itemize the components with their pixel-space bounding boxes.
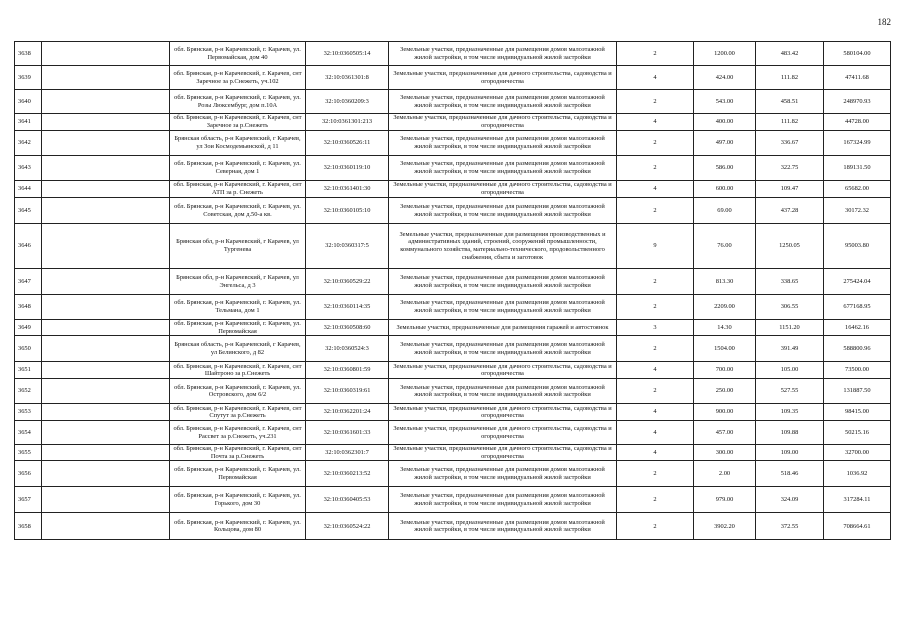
cadastral-number-cell: 32:10:0360524:3 xyxy=(306,336,389,362)
unit-value-cell: 527.55 xyxy=(756,379,824,404)
use-group-cell: 4 xyxy=(617,181,694,198)
unit-value-cell: 483.42 xyxy=(756,42,824,66)
empty-cell xyxy=(42,198,170,224)
cadastral-number-cell: 32:10:0362201:24 xyxy=(306,404,389,421)
cadastral-value-cell: 16462.16 xyxy=(824,320,891,336)
area-cell: 400.00 xyxy=(694,114,756,131)
table-row xyxy=(15,42,891,66)
cadastral-value-cell: 588800.96 xyxy=(824,336,891,362)
unit-value-cell: 518.46 xyxy=(756,461,824,487)
cadastral-value-cell: 131887.50 xyxy=(824,379,891,404)
address-cell: обл. Брянская, р-н Карачевский, г. Карачев, ул. Островского, дом 6/2 xyxy=(170,379,306,404)
land-use-cell: Земельные участки, предназначенные для размещения домов малоэтажной жилой застройки, в том числе индивидуальной жилой застройки xyxy=(389,42,617,66)
cadastral-value-cell: 44728.00 xyxy=(824,114,891,131)
use-group-cell: 2 xyxy=(617,513,694,540)
cadastral-value-cell: 47411.68 xyxy=(824,66,891,90)
empty-cell xyxy=(42,362,170,379)
use-group-cell: 4 xyxy=(617,362,694,379)
address-cell: обл. Брянская, р-н Карачевский, г. Карачев, снт Почта за р.Снежеть xyxy=(170,445,306,461)
row-number-cell: 3653 xyxy=(15,404,42,421)
cadastral-number-cell: 32:10:0360119:10 xyxy=(306,156,389,181)
area-cell: 1200.00 xyxy=(694,42,756,66)
address-cell: Брянская обл, р-н Карачевский, г Карачев, ул Тургенева xyxy=(170,224,306,269)
table-row xyxy=(15,379,891,404)
use-group-cell: 2 xyxy=(617,379,694,404)
address-cell: обл. Брянская, р-н Карачевский, г. Карачев, ул. Первомайская, дом 40 xyxy=(170,42,306,66)
table-row xyxy=(15,66,891,90)
cadastral-number-cell: 32:10:0360209:3 xyxy=(306,90,389,114)
cadastral-value-cell: 708664.61 xyxy=(824,513,891,540)
table-row xyxy=(15,404,891,421)
address-cell: обл. Брянская, р-н Карачевский, г. Карачев, ул. Первомайская xyxy=(170,461,306,487)
row-number-cell: 3654 xyxy=(15,421,42,445)
unit-value-cell: 336.67 xyxy=(756,131,824,156)
address-cell: обл. Брянская, р-н Карачевский, г. Карачев, ул. Северная, дом 1 xyxy=(170,156,306,181)
cadastral-number-cell: 32:10:0360213:52 xyxy=(306,461,389,487)
land-use-cell: Земельные участки, предназначенные для размещения домов малоэтажной жилой застройки, в том числе индивидуальной жилой застройки xyxy=(389,269,617,295)
cadastral-value-cell: 32700.00 xyxy=(824,445,891,461)
address-cell: обл. Брянская, р-н Карачевский, г. Карачев, снт Рассвет за р.Снежеть, уч.231 xyxy=(170,421,306,445)
land-use-cell: Земельные участки, предназначенные для дачного строительства, садоводства и огородничества xyxy=(389,114,617,131)
use-group-cell: 2 xyxy=(617,156,694,181)
use-group-cell: 2 xyxy=(617,269,694,295)
address-cell: обл. Брянская, р-н Карачевский, г. Карачев, ул. Розы Люксембург, дом п.10А xyxy=(170,90,306,114)
row-number-cell: 3646 xyxy=(15,224,42,269)
empty-cell xyxy=(42,320,170,336)
land-use-cell: Земельные участки, предназначенные для размещения домов малоэтажной жилой застройки, в том числе индивидуальной жилой застройки xyxy=(389,336,617,362)
area-cell: 813.30 xyxy=(694,269,756,295)
table-row xyxy=(15,181,891,198)
row-number-cell: 3655 xyxy=(15,445,42,461)
cadastral-value-cell: 189131.50 xyxy=(824,156,891,181)
address-cell: обл. Брянская, р-н Карачевский, г. Карачев, снт Заречное за р.Снежеть xyxy=(170,114,306,131)
unit-value-cell: 109.00 xyxy=(756,445,824,461)
use-group-cell: 9 xyxy=(617,224,694,269)
cadastral-number-cell: 32:10:0360508:60 xyxy=(306,320,389,336)
use-group-cell: 2 xyxy=(617,131,694,156)
empty-cell xyxy=(42,42,170,66)
table-row xyxy=(15,131,891,156)
empty-cell xyxy=(42,487,170,513)
table-row xyxy=(15,513,891,540)
empty-cell xyxy=(42,336,170,362)
address-cell: обл. Брянская, р-н Карачевский, г. Карачев, ул. Тельмана, дом 1 xyxy=(170,295,306,320)
land-use-cell: Земельные участки, предназначенные для размещения домов малоэтажной жилой застройки, в том числе индивидуальной жилой застройки xyxy=(389,90,617,114)
row-number-cell: 3640 xyxy=(15,90,42,114)
land-use-cell: Земельные участки, предназначенные для дачного строительства, садоводства и огородничества xyxy=(389,421,617,445)
cadastral-value-cell: 50215.16 xyxy=(824,421,891,445)
table-row xyxy=(15,198,891,224)
cadastral-value-cell: 317284.11 xyxy=(824,487,891,513)
use-group-cell: 2 xyxy=(617,336,694,362)
land-use-cell: Земельные участки, предназначенные для размещения домов малоэтажной жилой застройки, в том числе индивидуальной жилой застройки xyxy=(389,461,617,487)
row-number-cell: 3645 xyxy=(15,198,42,224)
land-use-cell: Земельные участки, предназначенные для дачного строительства, садоводства и огородничества xyxy=(389,66,617,90)
address-cell: Брянская обл, р-н Карачевский, г Карачев, ул Энгельса, д 3 xyxy=(170,269,306,295)
row-number-cell: 3657 xyxy=(15,487,42,513)
unit-value-cell: 109.88 xyxy=(756,421,824,445)
row-number-cell: 3642 xyxy=(15,131,42,156)
address-cell: Брянская область, р-н Карачевский, г Карачев, ул Зои Космодемьянской, д 11 xyxy=(170,131,306,156)
land-use-cell: Земельные участки, предназначенные для размещения гаражей и автостоянок xyxy=(389,320,617,336)
use-group-cell: 2 xyxy=(617,198,694,224)
cadastral-value-cell: 1036.92 xyxy=(824,461,891,487)
cadastral-number-cell: 32:10:0360114:35 xyxy=(306,295,389,320)
empty-cell xyxy=(42,114,170,131)
use-group-cell: 4 xyxy=(617,421,694,445)
unit-value-cell: 1151.20 xyxy=(756,320,824,336)
address-cell: обл. Брянская, р-н Карачевский, г. Карачев, снт АТП за р. Снежеть xyxy=(170,181,306,198)
area-cell: 497.00 xyxy=(694,131,756,156)
cadastral-value-cell: 73500.00 xyxy=(824,362,891,379)
cadastral-value-table xyxy=(14,41,891,540)
cadastral-number-cell: 32:10:0360105:10 xyxy=(306,198,389,224)
table-row xyxy=(15,224,891,269)
cadastral-number-cell: 32:10:0362301:7 xyxy=(306,445,389,461)
area-cell: 3902.20 xyxy=(694,513,756,540)
use-group-cell: 4 xyxy=(617,66,694,90)
address-cell: обл. Брянская, р-н Карачевский, г. Карачев, ул. Первомайская xyxy=(170,320,306,336)
land-use-cell: Земельные участки, предназначенные для дачного строительства, садоводства и огородничества xyxy=(389,445,617,461)
use-group-cell: 2 xyxy=(617,90,694,114)
land-use-cell: Земельные участки, предназначенные для дачного строительства, садоводства и огородничества xyxy=(389,181,617,198)
cadastral-number-cell: 32:10:0360524:22 xyxy=(306,513,389,540)
cadastral-number-cell: 32:10:0360317:5 xyxy=(306,224,389,269)
row-number-cell: 3643 xyxy=(15,156,42,181)
empty-cell xyxy=(42,224,170,269)
cadastral-value-cell: 65682.00 xyxy=(824,181,891,198)
row-number-cell: 3652 xyxy=(15,379,42,404)
unit-value-cell: 458.51 xyxy=(756,90,824,114)
use-group-cell: 4 xyxy=(617,445,694,461)
area-cell: 700.00 xyxy=(694,362,756,379)
address-cell: обл. Брянская, р-н Карачевский, г. Карачев, снт Спутут за р.Снежеть xyxy=(170,404,306,421)
empty-cell xyxy=(42,269,170,295)
row-number-cell: 3656 xyxy=(15,461,42,487)
empty-cell xyxy=(42,90,170,114)
table-row xyxy=(15,445,891,461)
page-number: 182 xyxy=(877,17,891,27)
area-cell: 76.00 xyxy=(694,224,756,269)
table-row xyxy=(15,461,891,487)
address-cell: обл. Брянская, р-н Карачевский, г. Карачев, снт Заречное за р.Снежеть, уч.102 xyxy=(170,66,306,90)
unit-value-cell: 111.82 xyxy=(756,114,824,131)
cadastral-value-cell: 248970.93 xyxy=(824,90,891,114)
area-cell: 69.00 xyxy=(694,198,756,224)
area-cell: 2.00 xyxy=(694,461,756,487)
land-use-cell: Земельные участки, предназначенные для размещения домов малоэтажной жилой застройки, в том числе индивидуальной жилой застройки xyxy=(389,487,617,513)
table-row xyxy=(15,487,891,513)
area-cell: 457.00 xyxy=(694,421,756,445)
use-group-cell: 2 xyxy=(617,295,694,320)
table-row xyxy=(15,320,891,336)
cadastral-value-cell: 95003.80 xyxy=(824,224,891,269)
address-cell: обл. Брянская, р-н Карачевский, г. Карачев, ул. Кольцова, дом 80 xyxy=(170,513,306,540)
table-row xyxy=(15,90,891,114)
address-cell: обл. Брянская, р-н Карачевский, г. Карачев, ул. Горького, дом 30 xyxy=(170,487,306,513)
table-row xyxy=(15,336,891,362)
area-cell: 900.00 xyxy=(694,404,756,421)
row-number-cell: 3639 xyxy=(15,66,42,90)
land-use-cell: Земельные участки, предназначенные для размещения домов малоэтажной жилой застройки, в том числе индивидуальной жилой застройки xyxy=(389,295,617,320)
cadastral-value-cell: 580104.00 xyxy=(824,42,891,66)
cadastral-number-cell: 32:10:0360319:61 xyxy=(306,379,389,404)
unit-value-cell: 111.82 xyxy=(756,66,824,90)
empty-cell xyxy=(42,379,170,404)
empty-cell xyxy=(42,156,170,181)
unit-value-cell: 437.28 xyxy=(756,198,824,224)
cadastral-number-cell: 32:10:0361401:30 xyxy=(306,181,389,198)
cadastral-number-cell: 32:10:0361301:8 xyxy=(306,66,389,90)
row-number-cell: 3658 xyxy=(15,513,42,540)
unit-value-cell: 109.47 xyxy=(756,181,824,198)
table-row xyxy=(15,269,891,295)
unit-value-cell: 306.55 xyxy=(756,295,824,320)
unit-value-cell: 338.65 xyxy=(756,269,824,295)
empty-cell xyxy=(42,445,170,461)
empty-cell xyxy=(42,181,170,198)
unit-value-cell: 324.09 xyxy=(756,487,824,513)
use-group-cell: 4 xyxy=(617,114,694,131)
unit-value-cell: 372.55 xyxy=(756,513,824,540)
land-use-cell: Земельные участки, предназначенные для размещения домов малоэтажной жилой застройки, в том числе индивидуальной жилой застройки xyxy=(389,156,617,181)
empty-cell xyxy=(42,66,170,90)
cadastral-number-cell: 32:10:0360529:22 xyxy=(306,269,389,295)
unit-value-cell: 322.75 xyxy=(756,156,824,181)
area-cell: 300.00 xyxy=(694,445,756,461)
cadastral-number-cell: 32:10:0360405:53 xyxy=(306,487,389,513)
table-row xyxy=(15,362,891,379)
table-row xyxy=(15,114,891,131)
cadastral-number-cell: 32:10:0360526:11 xyxy=(306,131,389,156)
cadastral-value-cell: 275424.04 xyxy=(824,269,891,295)
use-group-cell: 3 xyxy=(617,320,694,336)
row-number-cell: 3649 xyxy=(15,320,42,336)
use-group-cell: 2 xyxy=(617,42,694,66)
empty-cell xyxy=(42,513,170,540)
land-use-cell: Земельные участки, предназначенные для размещения домов малоэтажной жилой застройки, в том числе индивидуальной жилой застройки xyxy=(389,513,617,540)
use-group-cell: 4 xyxy=(617,404,694,421)
unit-value-cell: 109.35 xyxy=(756,404,824,421)
land-use-cell: Земельные участки, предназначенные для дачного строительства, садоводства и огородничества xyxy=(389,404,617,421)
land-use-cell: Земельные участки, предназначенные для размещения домов малоэтажной жилой застройки, в том числе индивидуальной жилой застройки xyxy=(389,198,617,224)
empty-cell xyxy=(42,461,170,487)
cadastral-number-cell: 32:10:0360801:59 xyxy=(306,362,389,379)
area-cell: 600.00 xyxy=(694,181,756,198)
unit-value-cell: 105.00 xyxy=(756,362,824,379)
area-cell: 2209.00 xyxy=(694,295,756,320)
area-cell: 14.30 xyxy=(694,320,756,336)
land-use-cell: Земельные участки, предназначенные для размещения домов малоэтажной жилой застройки, в том числе индивидуальной жилой застройки xyxy=(389,131,617,156)
cadastral-number-cell: 32:10:0360505:14 xyxy=(306,42,389,66)
cadastral-value-cell: 677168.95 xyxy=(824,295,891,320)
empty-cell xyxy=(42,404,170,421)
area-cell: 250.00 xyxy=(694,379,756,404)
use-group-cell: 2 xyxy=(617,461,694,487)
use-group-cell: 2 xyxy=(617,487,694,513)
row-number-cell: 3650 xyxy=(15,336,42,362)
cadastral-value-cell: 167324.99 xyxy=(824,131,891,156)
row-number-cell: 3651 xyxy=(15,362,42,379)
area-cell: 424.00 xyxy=(694,66,756,90)
cadastral-number-cell: 32:10:0361301:213 xyxy=(306,114,389,131)
table-row xyxy=(15,421,891,445)
address-cell: обл. Брянская, р-н Карачевский, г. Карачев, снт Шайтроно за р.Снежеть xyxy=(170,362,306,379)
row-number-cell: 3644 xyxy=(15,181,42,198)
unit-value-cell: 391.49 xyxy=(756,336,824,362)
table-row xyxy=(15,295,891,320)
cadastral-number-cell: 32:10:0361601:33 xyxy=(306,421,389,445)
address-cell: Брянская область, р-н Карачевский, г Карачев, ул Белинского, д 82 xyxy=(170,336,306,362)
empty-cell xyxy=(42,131,170,156)
cadastral-value-cell: 98415.00 xyxy=(824,404,891,421)
area-cell: 1504.00 xyxy=(694,336,756,362)
cadastral-value-cell: 30172.32 xyxy=(824,198,891,224)
unit-value-cell: 1250.05 xyxy=(756,224,824,269)
area-cell: 543.00 xyxy=(694,90,756,114)
empty-cell xyxy=(42,295,170,320)
empty-cell xyxy=(42,421,170,445)
land-use-cell: Земельные участки, предназначенные для размещения домов малоэтажной жилой застройки, в том числе индивидуальной жилой застройки xyxy=(389,379,617,404)
land-use-cell: Земельные участки, предназначенные для размещения производственных и административных зданий, строений, сооружений промышленности, коммунального хозяйства, материально-технического, продовольственного снабжения, сбыта и заготовок xyxy=(389,224,617,269)
table-row xyxy=(15,156,891,181)
land-use-cell: Земельные участки, предназначенные для дачного строительства, садоводства и огородничества xyxy=(389,362,617,379)
area-cell: 979.00 xyxy=(694,487,756,513)
row-number-cell: 3647 xyxy=(15,269,42,295)
table-body xyxy=(15,42,891,540)
row-number-cell: 3638 xyxy=(15,42,42,66)
address-cell: обл. Брянская, р-н Карачевский, г. Карачев, ул. Советская, дом д.50-а кв. xyxy=(170,198,306,224)
row-number-cell: 3641 xyxy=(15,114,42,131)
row-number-cell: 3648 xyxy=(15,295,42,320)
area-cell: 586.00 xyxy=(694,156,756,181)
